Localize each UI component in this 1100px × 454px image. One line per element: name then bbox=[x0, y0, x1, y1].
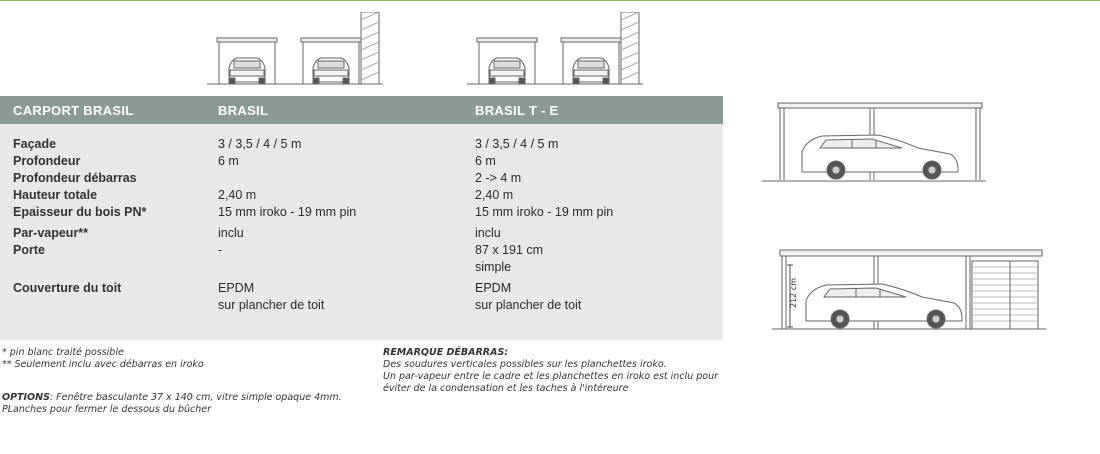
remark-line-2: Un par-vapeur entre le cadre et les planchettes en iroko est inclu pour bbox=[383, 371, 718, 382]
row-value-brasil-te: inclu bbox=[475, 226, 501, 240]
row-label: Profondeur débarras bbox=[13, 171, 137, 185]
remark-line-3: éviter de la condensation et les taches à l'intéreure bbox=[383, 383, 629, 394]
options-text-2: PLanches pour fermer le dessous du bûcher bbox=[2, 404, 212, 415]
row-value-brasil-te: 15 mm iroko - 19 mm pin bbox=[475, 205, 614, 219]
footnote-par-vapeur: ** Seulement inclu avec débarras en iroko bbox=[2, 359, 204, 370]
row-value-brasil-te: EPDM bbox=[475, 281, 512, 295]
header-carport-brasil: CARPORT BRASIL bbox=[13, 103, 134, 118]
row-value-brasil-te: 87 x 191 cm bbox=[475, 243, 544, 257]
options-text: : Fenêtre basculante 37 x 140 cm, vitre simple opaque 4mm. bbox=[49, 392, 342, 403]
spec-table-body bbox=[0, 124, 723, 340]
row-value-brasil-te: 2 -> 4 m bbox=[475, 171, 522, 185]
remark-title: REMARQUE DÉBARRAS: bbox=[383, 347, 509, 358]
top-accent-line bbox=[0, 0, 1100, 1]
row-value-brasil: - bbox=[218, 243, 223, 257]
row-value-brasil: 6 m bbox=[218, 154, 239, 168]
row-value-brasil: 3 / 3,5 / 4 / 5 m bbox=[218, 137, 302, 151]
row-label: Epaisseur du bois PN* bbox=[13, 205, 147, 219]
row-label: Hauteur totale bbox=[13, 188, 98, 202]
row-value-brasil-te: simple bbox=[475, 260, 512, 274]
row-label: Porte bbox=[13, 243, 45, 257]
carport-side-drawing-brasil-te bbox=[770, 247, 1050, 333]
header-brasil: BRASIL bbox=[218, 103, 269, 118]
row-value-brasil: EPDM bbox=[218, 281, 255, 295]
row-label: Façade bbox=[13, 137, 57, 151]
row-value-brasil: inclu bbox=[218, 226, 244, 240]
carport-front-drawings-brasil bbox=[205, 12, 385, 86]
dimension-label-height: 212 cm bbox=[789, 277, 798, 309]
table-header bbox=[0, 96, 723, 124]
row-value-brasil: 2,40 m bbox=[218, 188, 257, 202]
carport-front-drawings-brasil-te bbox=[465, 12, 645, 86]
footnotes bbox=[2, 347, 204, 371]
remark-note bbox=[383, 347, 718, 395]
row-value-brasil-te: 6 m bbox=[475, 154, 496, 168]
header-brasil-te: BRASIL T - E bbox=[475, 103, 559, 118]
row-value-brasil: sur plancher de toit bbox=[218, 298, 325, 312]
row-value-brasil-te: 3 / 3,5 / 4 / 5 m bbox=[475, 137, 559, 151]
options-label: OPTIONS bbox=[2, 392, 50, 403]
row-value-brasil-te: sur plancher de toit bbox=[475, 298, 582, 312]
row-value-brasil: 15 mm iroko - 19 mm pin bbox=[218, 205, 357, 219]
carport-side-drawing-brasil bbox=[760, 100, 990, 184]
row-label: Profondeur bbox=[13, 154, 81, 168]
row-value-brasil-te: 2,40 m bbox=[475, 188, 514, 202]
remark-line-1: Des soudures verticales possibles sur les planchettes iroko. bbox=[383, 359, 667, 370]
row-label: Couverture du toit bbox=[13, 281, 122, 295]
row-label: Par-vapeur** bbox=[13, 226, 89, 240]
footnote-pin: * pin blanc traité possible bbox=[2, 347, 124, 358]
options-note bbox=[2, 392, 342, 416]
